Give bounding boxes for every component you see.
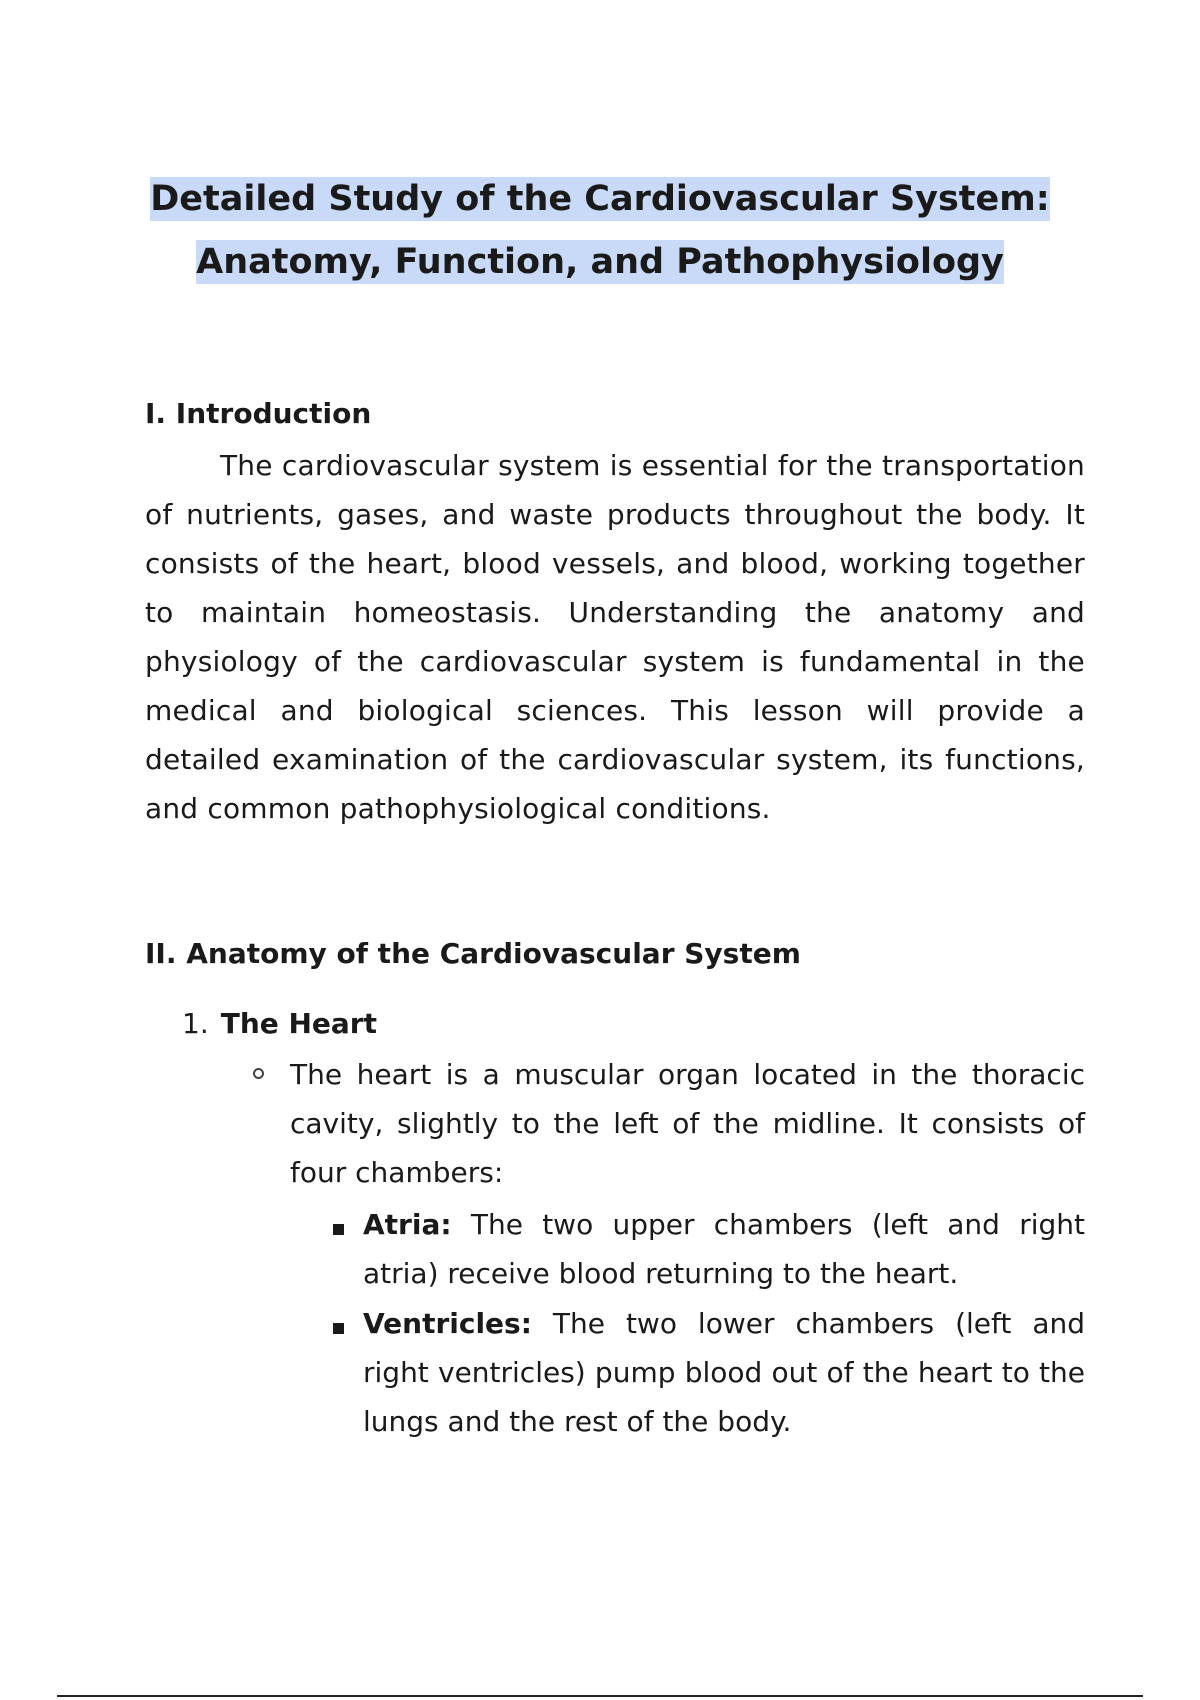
chamber-text: The two upper chambers (left and right atria) receive blood returning to the heart. — [363, 1208, 1086, 1290]
chamber-item-atria — [363, 1200, 1085, 1298]
heart-description: The heart is a muscular organ located in the thoracic cavity, slightly to the left of the midline. It consists of four chambers: — [290, 1058, 1085, 1189]
introduction-paragraph: The cardiovascular system is essential for the transportation of nutrients, gases, and waste products throughout the body. It consists of the heart, blood vessels, and blood, working together to maintain homeostasis. Understanding the anatomy and physiology of the cardiovascular system is fundamental in the medical and biological sciences. This lesson will provide a detailed examination of the cardiovascular system, its functions, and common pathophysiological conditions. — [145, 449, 1085, 825]
title-line-2: Anatomy, Function, and Pathophysiology — [196, 242, 1004, 282]
title-line-1: Detailed Study of the Cardiovascular System: — [150, 179, 1050, 219]
square-bullet-icon — [333, 1323, 344, 1334]
chamber-text: The two lower chambers (left and right ventricles) pump blood out of the heart to the lungs and the rest of the body. — [363, 1307, 1086, 1438]
list-item-label: The Heart — [220, 1007, 378, 1040]
document-title — [0, 168, 1200, 294]
chamber-item-ventricles — [363, 1299, 1085, 1446]
page-divider — [57, 1695, 1143, 1697]
list-number: 1. — [182, 1007, 209, 1040]
chamber-term: Ventricles: — [363, 1307, 532, 1340]
section-heading-anatomy: II. Anatomy of the Cardiovascular System — [145, 937, 801, 970]
section-heading-introduction: I. Introduction — [145, 397, 372, 430]
list-item-the-heart — [182, 1007, 377, 1040]
hollow-circle-bullet-icon — [253, 1068, 264, 1079]
chamber-term: Atria: — [363, 1208, 452, 1241]
square-bullet-icon — [333, 1224, 344, 1235]
